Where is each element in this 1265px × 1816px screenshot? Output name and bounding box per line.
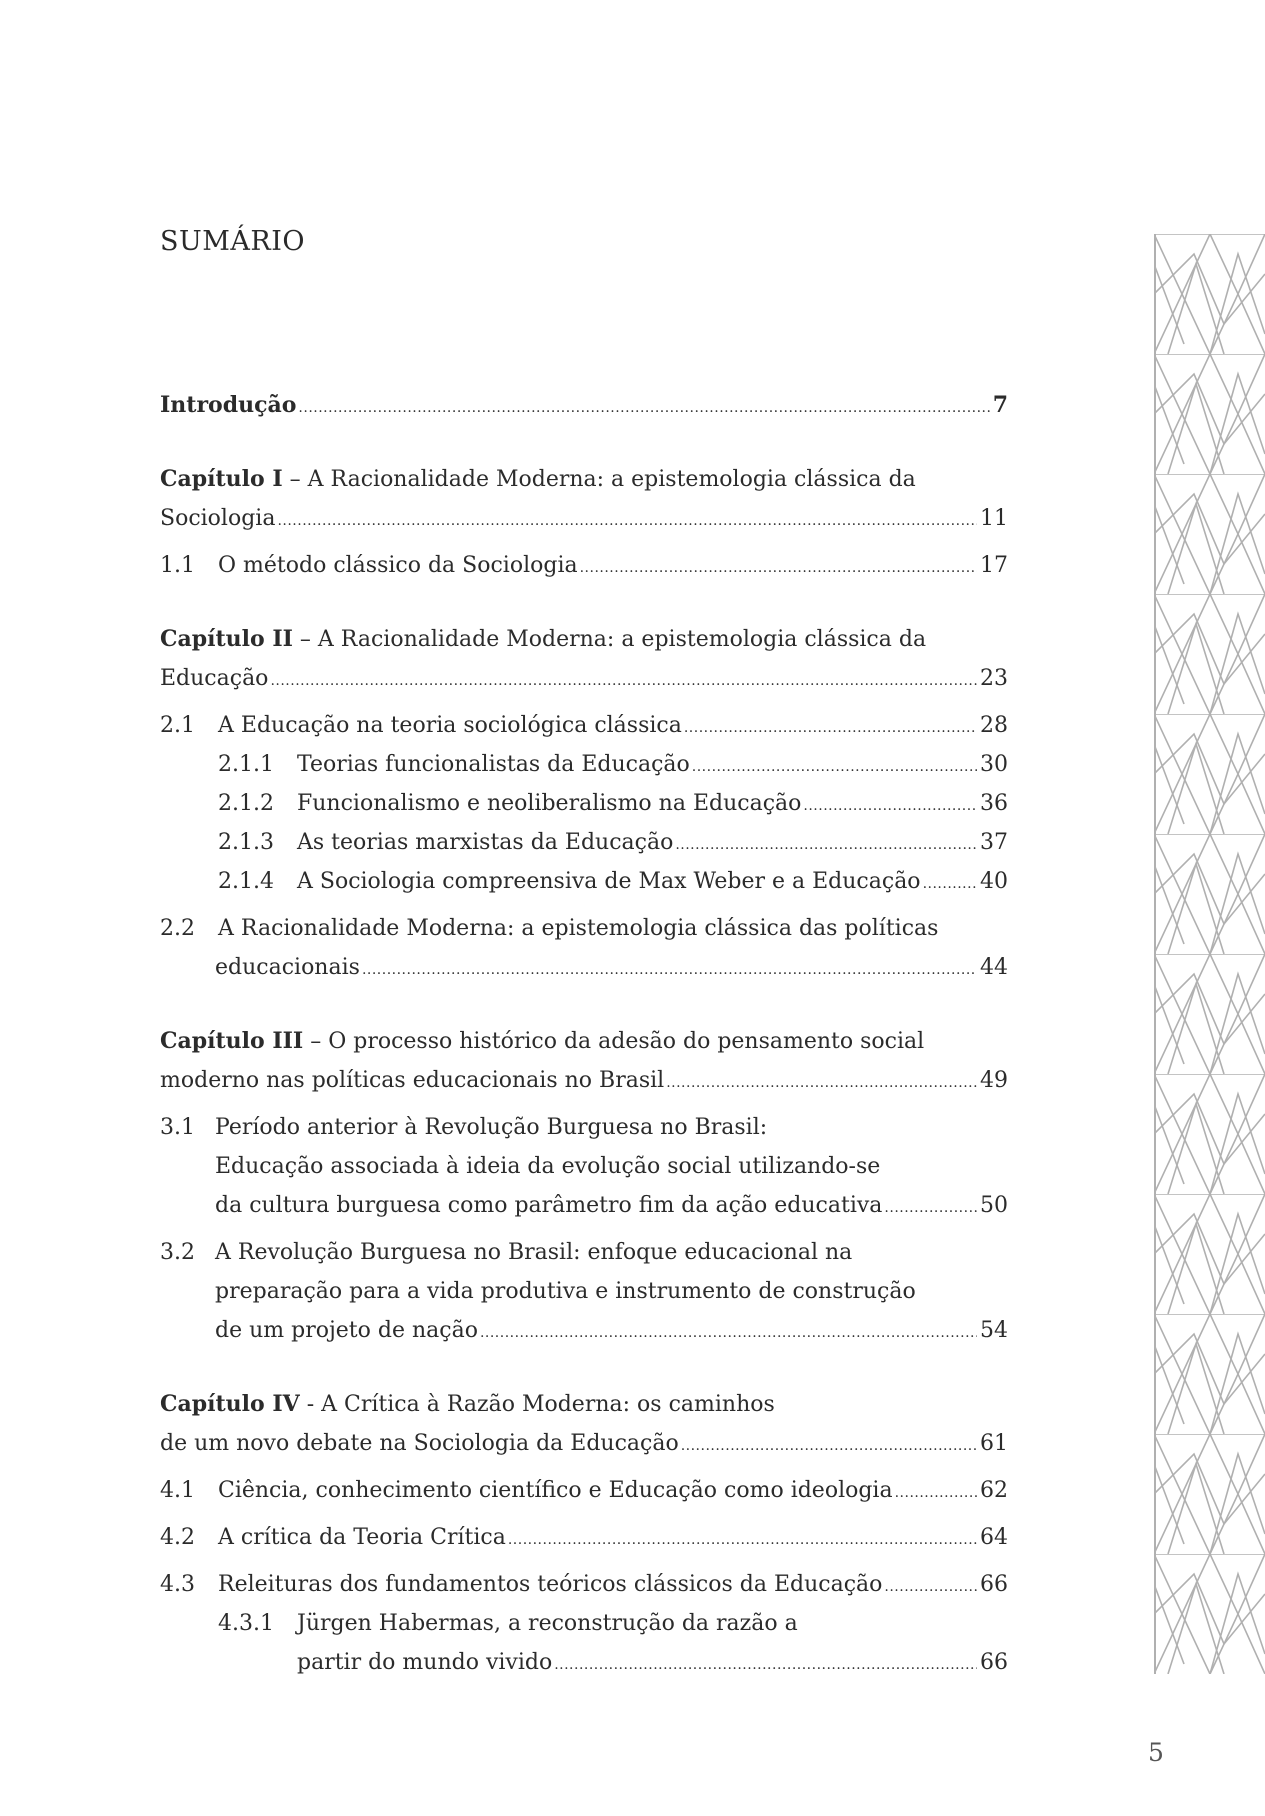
section-number: 2.2 xyxy=(160,916,195,941)
toc-entry-4-3-1 xyxy=(160,1604,1008,1643)
toc-entry-3-2-line-3 xyxy=(160,1311,1008,1350)
dot-leader xyxy=(681,1427,977,1466)
toc-page: 23 xyxy=(980,666,1008,691)
toc-entry-2-2 xyxy=(160,909,1008,948)
toc-page: 66 xyxy=(980,1572,1008,1597)
section-number: 2.1.2 xyxy=(218,791,274,816)
dot-leader xyxy=(692,748,977,787)
toc-label: Introdução xyxy=(160,392,297,418)
toc-page: 50 xyxy=(980,1193,1008,1218)
toc-chapter-4-heading xyxy=(160,1385,1008,1424)
section-label: Funcionalismo e neoliberalismo na Educação xyxy=(297,791,802,816)
toc-page: 62 xyxy=(980,1478,1008,1503)
toc-page: 61 xyxy=(980,1431,1008,1456)
toc-entry-2-1-2 xyxy=(160,784,1008,823)
toc-chapter-3-continuation xyxy=(160,1061,1008,1100)
section-number: 1.1 xyxy=(160,553,195,578)
dot-leader xyxy=(675,826,977,865)
section-number: 4.3.1 xyxy=(218,1611,274,1636)
toc-page: 40 xyxy=(980,869,1008,894)
toc-chapter-2-heading xyxy=(160,620,1008,659)
dot-leader xyxy=(895,1474,977,1513)
chapter-title: – A Racionalidade Moderna: a epistemologia clássica da xyxy=(292,627,927,652)
section-number: 3.2 xyxy=(160,1240,195,1265)
dot-leader xyxy=(884,1568,977,1607)
section-label: As teorias marxistas da Educação xyxy=(297,830,674,855)
dot-leader xyxy=(884,1189,977,1228)
chapter-title: – A Racionalidade Moderna: a epistemologia clássica da xyxy=(282,467,916,492)
toc-entry-2-1 xyxy=(160,706,1008,745)
toc-entry-2-1-3 xyxy=(160,823,1008,862)
section-label: Teorias funcionalistas da Educação xyxy=(297,752,690,777)
dot-leader xyxy=(554,1646,977,1685)
toc-chapter-4-continuation xyxy=(160,1424,1008,1463)
section-number: 2.1.4 xyxy=(218,869,274,894)
section-number: 2.1.3 xyxy=(218,830,274,855)
toc-entry-3-1-line-3 xyxy=(160,1186,1008,1225)
toc-page: 7 xyxy=(992,392,1008,418)
section-label-continuation: educacionais xyxy=(215,955,360,980)
chapter-title-continuation: de um novo debate na Sociologia da Educação xyxy=(160,1431,679,1456)
toc-entry-introducao xyxy=(160,386,1008,425)
chapter-label: Capítulo III xyxy=(160,1028,304,1054)
toc-page: 37 xyxy=(980,830,1008,855)
section-label: Jürgen Habermas, a reconstrução da razão a xyxy=(297,1611,798,1636)
section-label: Período anterior à Revolução Burguesa no Brasil: xyxy=(215,1115,768,1140)
section-label-continuation: partir do mundo vivido xyxy=(297,1650,553,1675)
section-label-continuation: de um projeto de nação xyxy=(215,1318,478,1343)
section-number: 4.3 xyxy=(160,1572,195,1597)
chapter-title: - A Crítica à Razão Moderna: os caminhos xyxy=(299,1392,775,1417)
toc-page: 66 xyxy=(980,1650,1008,1675)
toc-chapter-2-continuation xyxy=(160,659,1008,698)
toc-page: 28 xyxy=(980,713,1008,738)
chapter-title-continuation: Educação xyxy=(160,666,269,691)
dot-leader xyxy=(270,662,977,701)
chapter-label: Capítulo IV xyxy=(160,1391,300,1417)
toc-entry-1-1 xyxy=(160,546,1008,585)
decorative-geometric-pattern xyxy=(1154,234,1265,1674)
section-label: A crítica da Teoria Crítica xyxy=(218,1525,506,1550)
section-label: Releituras dos fundamentos teóricos clássicos da Educação xyxy=(218,1572,883,1597)
toc-entry-3-1-line-2 xyxy=(160,1147,1008,1186)
section-label: A Revolução Burguesa no Brasil: enfoque educacional na xyxy=(215,1240,853,1265)
chapter-title: – O processo histórico da adesão do pensamento social xyxy=(303,1029,925,1054)
section-label: A Racionalidade Moderna: a epistemologia clássica das políticas xyxy=(218,916,939,941)
section-number: 4.1 xyxy=(160,1478,195,1503)
section-number: 4.2 xyxy=(160,1525,195,1550)
toc-entry-2-2-continuation xyxy=(160,948,1008,987)
toc-chapter-3-heading xyxy=(160,1022,1008,1061)
page-number: 5 xyxy=(1148,1738,1164,1767)
chapter-title-continuation: moderno nas políticas educacionais no Brasil xyxy=(160,1068,665,1093)
toc-entry-2-1-4 xyxy=(160,862,1008,901)
toc-page: 54 xyxy=(980,1318,1008,1343)
toc-entry-3-2 xyxy=(160,1233,1008,1272)
toc-entry-4-2 xyxy=(160,1518,1008,1557)
section-number: 2.1.1 xyxy=(218,752,274,777)
dot-leader xyxy=(277,502,977,541)
dot-leader xyxy=(803,787,977,826)
section-number: 3.1 xyxy=(160,1115,195,1140)
section-label: A Educação na teoria sociológica clássica xyxy=(218,713,682,738)
chapter-title-continuation: Sociologia xyxy=(160,506,276,531)
section-label: O método clássico da Sociologia xyxy=(218,553,578,578)
toc-page: 30 xyxy=(980,752,1008,777)
section-label: A Sociologia compreensiva de Max Weber e a Educação xyxy=(297,869,921,894)
dot-leader xyxy=(684,709,977,748)
chapter-label: Capítulo II xyxy=(160,626,293,652)
section-label-continuation: Educação associada à ideia da evolução social utilizando-se xyxy=(215,1154,881,1179)
dot-leader xyxy=(480,1314,977,1353)
page-title: SUMÁRIO xyxy=(160,226,306,257)
dot-leader xyxy=(923,865,977,904)
toc-page: 44 xyxy=(980,955,1008,980)
toc-entry-4-3 xyxy=(160,1565,1008,1604)
toc-page: 11 xyxy=(980,506,1008,531)
chapter-label: Capítulo I xyxy=(160,466,283,492)
table-of-contents xyxy=(160,386,1008,1682)
dot-leader xyxy=(666,1064,977,1103)
toc-page: 17 xyxy=(980,553,1008,578)
section-label-continuation: preparação para a vida produtiva e instrumento de construção xyxy=(215,1279,916,1304)
toc-page: 36 xyxy=(980,791,1008,816)
section-label: Ciência, conhecimento científico e Educação como ideologia xyxy=(218,1478,893,1503)
toc-page: 49 xyxy=(980,1068,1008,1093)
section-label-continuation: da cultura burguesa como parâmetro fim da ação educativa xyxy=(215,1193,883,1218)
dot-leader xyxy=(508,1521,977,1560)
dot-leader xyxy=(298,389,989,428)
toc-page: 64 xyxy=(980,1525,1008,1550)
dot-leader xyxy=(580,549,977,588)
toc-entry-4-3-1-continuation xyxy=(160,1643,1008,1682)
toc-entry-3-2-line-2 xyxy=(160,1272,1008,1311)
toc-chapter-1-continuation xyxy=(160,499,1008,538)
toc-entry-4-1 xyxy=(160,1471,1008,1510)
toc-entry-3-1 xyxy=(160,1108,1008,1147)
section-number: 2.1 xyxy=(160,713,195,738)
toc-entry-2-1-1 xyxy=(160,745,1008,784)
toc-chapter-1-heading xyxy=(160,460,1008,499)
dot-leader xyxy=(362,951,977,990)
